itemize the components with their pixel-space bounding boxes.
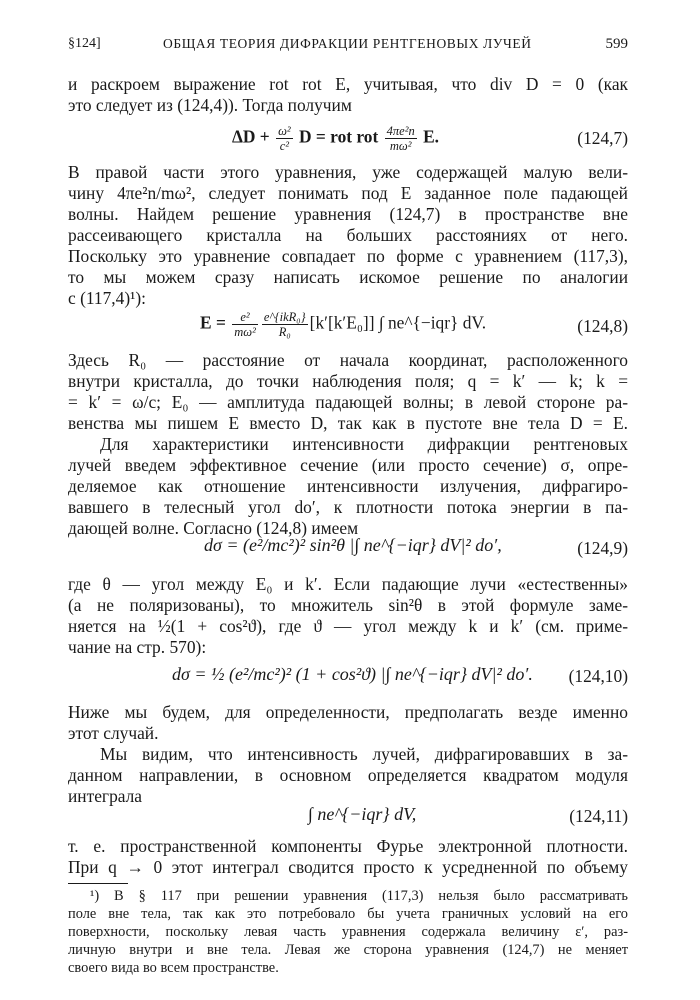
text-line: это следует из (124,4)). Тогда получим — [68, 95, 352, 115]
page-number: 599 — [605, 36, 628, 52]
text-line: волны. Найдем решение уравнения (124,7) в пространстве вне — [68, 204, 628, 224]
text-line: (а не поляризованы), то множитель sin²θ в этой формуле заме- — [68, 595, 628, 615]
equation-124-11: ∫ ne^{−iqr} dV, — [308, 804, 417, 824]
footnote-line: личную внутри и вне тела. Левая же сторона уравнения (124,7) не меняет — [68, 942, 628, 958]
equation-number: (124,8) — [577, 316, 628, 336]
text-line: деляемое как отношение интенсивности излучения, дифрагиро- — [68, 476, 628, 496]
text-line: интеграла — [68, 786, 143, 806]
text-line: вавшего в телесный угол do′, к плотности потока энергии в па- — [68, 497, 628, 517]
text-line: с (117,4)¹): — [68, 288, 146, 308]
text-line: рассеивающего кристалла на больших расстояниях от него. — [68, 225, 628, 245]
text-line: чание на стр. 570): — [68, 637, 207, 657]
equation-124-9: dσ = (e²/mc²)² sin²θ |∫ ne^{−iqr} dV|² do′, — [204, 535, 502, 555]
text-line: В правой части этого уравнения, уже содержащей малую вели- — [68, 162, 628, 182]
running-title: ОБЩАЯ ТЕОРИЯ ДИФРАКЦИИ РЕНТГЕНОВЫХ ЛУЧЕЙ — [163, 36, 532, 51]
text-line: = k′ = ω/c; E₀ — амплитуда падающей волны; в левой стороне ра- — [68, 392, 628, 412]
text-line: чину 4πe²n/mω², следует понимать под E заданное поле падающей — [68, 183, 628, 203]
footnote-line: своего вида во всем пространстве. — [68, 960, 279, 976]
text-line: т. е. пространственной компоненты Фурье электронной плотности. — [68, 836, 628, 856]
section-mark: §124] — [68, 36, 101, 51]
text-line: то мы можем сразу написать искомое решение по аналогии — [68, 267, 628, 287]
equation-number: (124,11) — [569, 806, 628, 826]
equation-number: (124,9) — [577, 538, 628, 558]
text-line: Здесь R₀ — расстояние от начала координат, расположенного — [68, 350, 628, 370]
text-line: где θ — угол между E₀ и k′. Если падающие лучи «естественны» — [68, 574, 628, 594]
footnote-line: поверхности, поскольку левая часть уравнения содержала величину ε′, раз- — [68, 924, 628, 940]
equation-124-10: dσ = ½ (e²/mc²)² (1 + cos²ϑ) |∫ ne^{−iqr} dV|² do′. — [172, 664, 533, 684]
equation-124-7: ΔD + $\frac{\text{ω²}}{\text{c²}}$ D = rot rot $\frac{\text{4πe²n}}{\text{mω²}}$ E. — [232, 124, 440, 153]
text-line: Поскольку это уравнение совпадает по форме с уравнением (117,3), — [68, 246, 628, 266]
text-line: няется на ½(1 + cos²ϑ), где ϑ — угол между k и k′ (см. приме- — [68, 616, 628, 636]
text-line: внутри кристалла, до точки наблюдения поля; q = k′ — k; k = — [68, 371, 628, 391]
footnote-line: ¹) В § 117 при решении уравнения (117,3) нельзя было рассматривать — [90, 888, 628, 904]
text-line: Мы видим, что интенсивность лучей, дифрагировавших в за- — [100, 744, 628, 764]
running-header — [68, 36, 628, 60]
text-line: данном направлении, в основном определяется квадратом модуля — [68, 765, 628, 785]
text-line: этот случай. — [68, 723, 159, 743]
text-line: лучей введем эффективное сечение (или просто сечение) σ, опре- — [68, 455, 628, 475]
text-line: Для характеристики интенсивности дифракции рентгеновых — [100, 434, 628, 454]
text-line: Ниже мы будем, для определенности, предполагать везде именно — [68, 702, 628, 722]
footnote-rule — [68, 883, 128, 884]
footnote-line: поле вне тела, так как это потребовало бы учета граничных условий на его — [68, 906, 628, 922]
text-line: дающей волне. Согласно (124,8) имеем — [68, 518, 359, 538]
text-line: венства мы пишем E вместо D, так как в пустоте вне тела D = E. — [68, 413, 628, 433]
text-line: и раскроем выражение rot rot E, учитывая, что div D = 0 (как — [68, 74, 628, 94]
equation-number: (124,10) — [568, 666, 628, 686]
equation-124-8: E = $\frac{\text{e²}}{\text{mω²}}$ $\frac{\text{e\textasciicircum{}\{ikR₀\}}}{\text{R₀}}$ [k′[k′E₀]] ∫ ne^{−iqr} dV. — [200, 310, 487, 339]
equation-number: (124,7) — [577, 128, 628, 148]
text-line: При q → 0 этот интеграл сводится просто к усредненной по объему — [68, 857, 628, 877]
